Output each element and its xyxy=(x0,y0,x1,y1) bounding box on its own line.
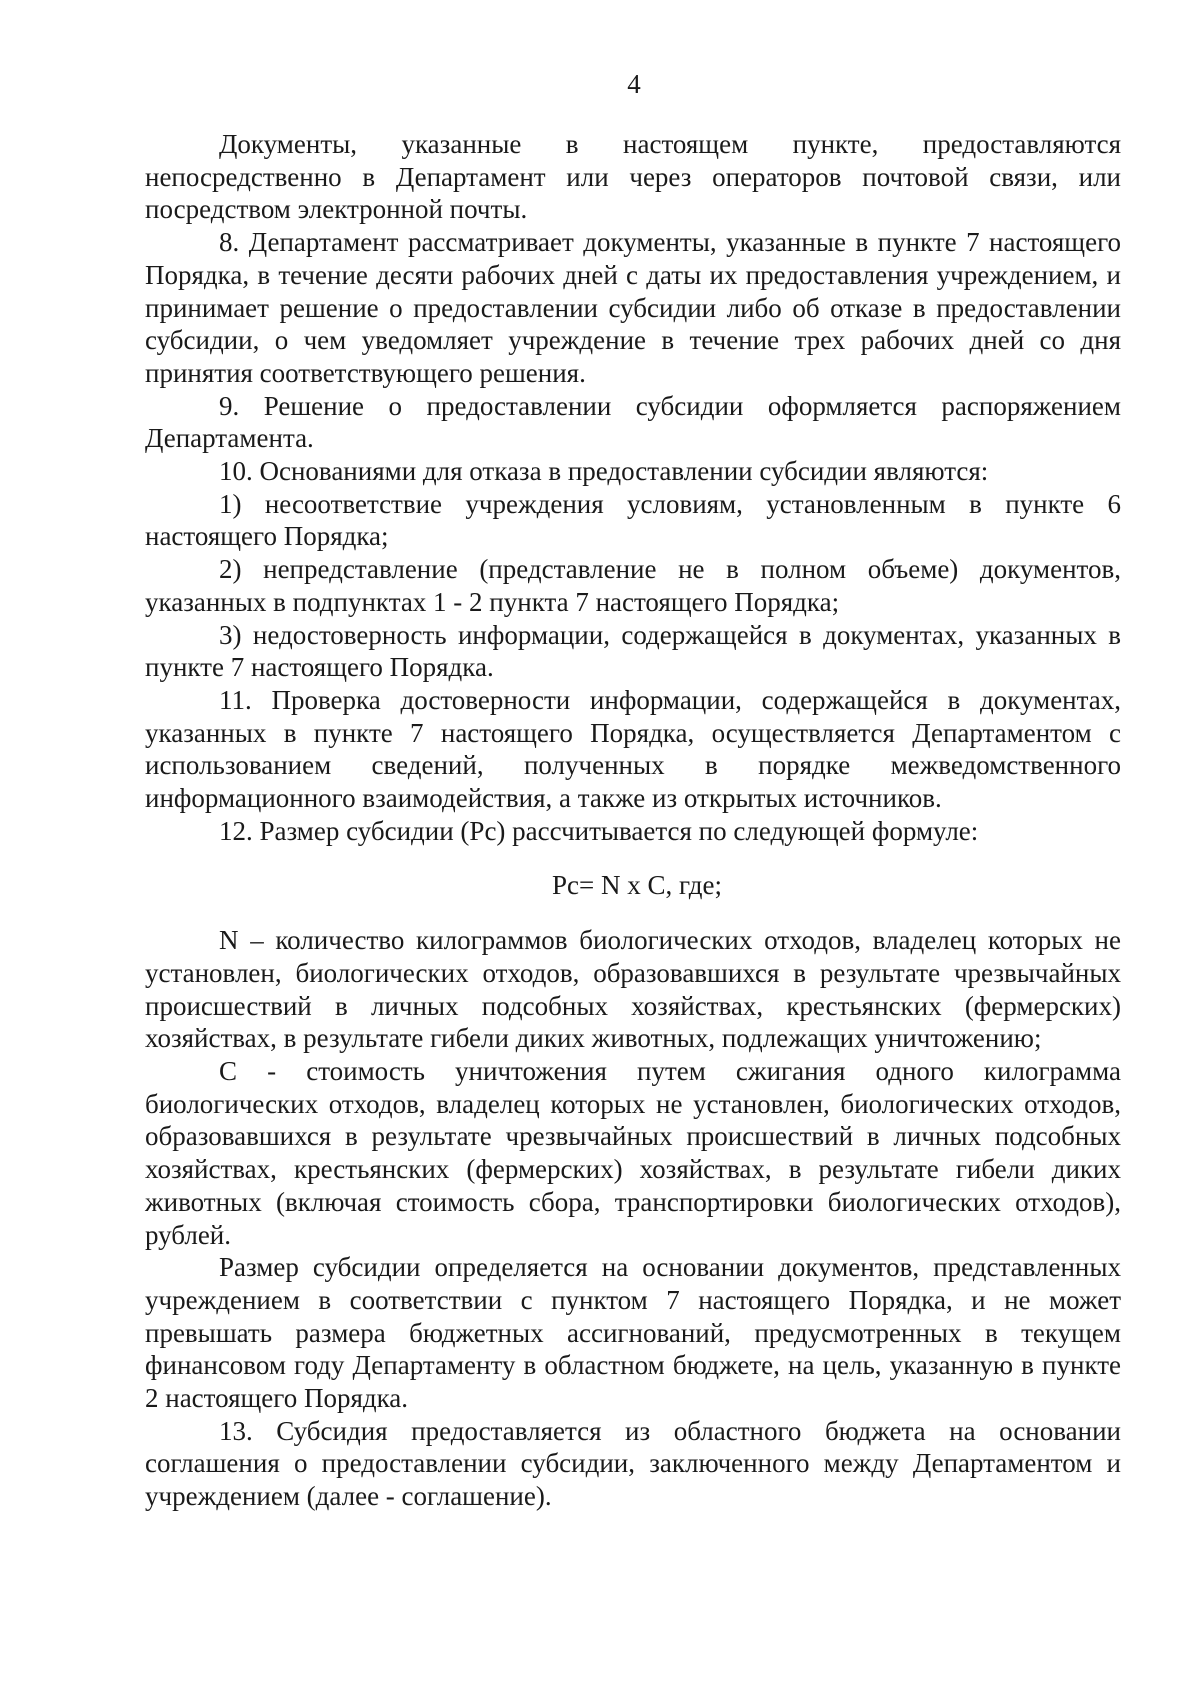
paragraph-item-9: 9. Решение о предоставлении субсидии оформляется распоряжением Департамента. xyxy=(145,390,1121,454)
paragraph-item-10-sub-1: 1) несоответствие учреждения условиям, установленным в пункте 6 настоящего Порядка; xyxy=(145,488,1121,552)
paragraph-item-10-sub-2: 2) непредставление (представление не в полном объеме) документов, указанных в подпунктах 1 - 2 пункта 7 настоящего Порядка; xyxy=(145,554,1121,617)
paragraph-item-11: 11. Проверка достоверности информации, содержащейся в документах, указанных в пункте 7 настоящего Порядка, осуществляется Департаментом с использованием сведений, полученных в порядке межведомственного информационного взаимодействия, а также из открытых источников. xyxy=(145,684,1121,814)
document-body xyxy=(145,128,1121,1513)
paragraph-item-13: 13. Субсидия предоставляется из областного бюджета на основании соглашения о предоставлении субсидии, заключенного между Департаментом и учреждением (далее - соглашение). xyxy=(145,1415,1121,1512)
paragraph-subsidy-size: Размер субсидии определяется на основании документов, представленных учреждением в соответствии с пунктом 7 настоящего Порядка, и не может превышать размера бюджетных ассигнований, предусмотренных в текущем финансовом году Департаменту в областном бюджете, на цель, указанную в пункте 2 настоящего Порядка. xyxy=(145,1252,1121,1414)
paragraph-n-definition: N – количество килограммов биологических отходов, владелец которых не установлен, биологических отходов, образовавшихся в результате чрезвычайных происшествий в личных подсобных хозяйствах, крестьянских (фермерских) хозяйствах, в результате гибели диких животных, подлежащих уничтожению; xyxy=(145,925,1121,1054)
paragraph-c-definition: С - стоимость уничтожения путем сжигания одного килограмма биологических отходов, владелец которых не установлен, биологических отходов, образовавшихся в результате чрезвычайных происшествий в личных подсобных хозяйствах, крестьянских (фермерских) хозяйствах, в результате гибели диких животных (включая стоимость сбора, транспортировки биологических отходов), рублей. xyxy=(145,1055,1121,1250)
subsidy-formula: Рс= N х С, где; xyxy=(552,870,722,901)
paragraph-item-10-sub-3: 3) недостоверность информации, содержащейся в документах, указанных в пункте 7 настоящего Порядка. xyxy=(145,619,1121,683)
paragraph-documents-delivery: Документы, указанные в настоящем пункте, предоставляются непосредственно в Департамент или через операторов почтовой связи, или посредством электронной почты. xyxy=(145,129,1121,225)
paragraph-item-12: 12. Размер субсидии (Рс) рассчитывается по следующей формуле: xyxy=(219,815,979,846)
paragraph-item-8: 8. Департамент рассматривает документы, указанные в пункте 7 настоящего Порядка, в течение десяти рабочих дней с даты их предоставления учреждением, и принимает решение о предоставлении субсидии либо об отказе в предоставлении субсидии, о чем уведомляет учреждение в течение трех рабочих дней со дня принятия соответствующего решения. xyxy=(145,227,1121,388)
page-number: 4 xyxy=(627,69,641,99)
paragraph-item-10: 10. Основаниями для отказа в предоставлении субсидии являются: xyxy=(219,456,989,487)
